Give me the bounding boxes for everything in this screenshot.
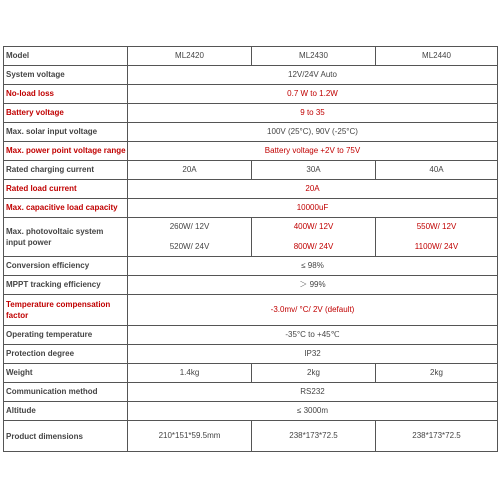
value-max-solar-input: 100V (25°C), 90V (-25°C) <box>128 123 498 142</box>
table-row <box>4 104 498 123</box>
value-dimensions-ml2440: 238*173*72.5 <box>376 421 498 452</box>
row-label-rated-load: Rated load current <box>4 180 128 199</box>
value-temp-comp: -3.0mv/ °C/ 2V (default) <box>128 295 498 326</box>
value-max-pv-ml2430-24v: 800W/ 24V <box>293 242 334 251</box>
table-row <box>4 276 498 295</box>
row-label-protection: Protection degree <box>4 345 128 364</box>
spec-table <box>3 46 498 452</box>
table-row <box>4 199 498 218</box>
model-ml2430: ML2430 <box>252 47 376 66</box>
value-protection: IP32 <box>128 345 498 364</box>
row-label-rated-charging: Rated charging current <box>4 161 128 180</box>
table-row <box>4 66 498 85</box>
value-system-voltage: 12V/24V Auto <box>128 66 498 85</box>
value-max-pv-ml2440-12v: 550W/ 12V <box>416 222 457 231</box>
value-max-pv-ml2430-12v: 400W/ 12V <box>293 222 334 231</box>
value-operating-temp: -35°C to +45℃ <box>128 326 498 345</box>
table-row <box>4 85 498 104</box>
value-dimensions-ml2430: 238*173*72.5 <box>252 421 376 452</box>
row-label-weight: Weight <box>4 364 128 383</box>
table-row <box>4 345 498 364</box>
row-label-no-load-loss: No-load loss <box>4 85 128 104</box>
value-conversion-eff: ≤ 98% <box>128 257 498 276</box>
model-ml2440: ML2440 <box>376 47 498 66</box>
value-max-pv-ml2420-12v: 260W/ 12V <box>169 222 210 231</box>
value-max-pv-ml2420 <box>128 218 252 257</box>
value-weight-ml2440: 2kg <box>376 364 498 383</box>
value-max-pv-ml2440 <box>376 218 498 257</box>
table-row <box>4 180 498 199</box>
row-label-max-solar-input: Max. solar input voltage <box>4 123 128 142</box>
row-label-temp-comp: Temperature compensation factor <box>4 295 128 326</box>
row-label-max-cap-load: Max. capacitive load capacity <box>4 199 128 218</box>
row-label-conversion-eff: Conversion efficiency <box>4 257 128 276</box>
row-label-battery-voltage: Battery voltage <box>4 104 128 123</box>
row-label-mppt-range: Max. power point voltage range <box>4 142 128 161</box>
value-rated-load: 20A <box>128 180 498 199</box>
row-label-system-voltage: System voltage <box>4 66 128 85</box>
row-label-mppt-eff: MPPT tracking efficiency <box>4 276 128 295</box>
row-label-max-pv-power: Max. photovoltaic system input power <box>4 218 128 257</box>
table-row <box>4 218 498 257</box>
value-no-load-loss: 0.7 W to 1.2W <box>128 85 498 104</box>
value-comm: RS232 <box>128 383 498 402</box>
table-row <box>4 295 498 326</box>
model-ml2420: ML2420 <box>128 47 252 66</box>
row-label-comm: Communication method <box>4 383 128 402</box>
value-weight-ml2430: 2kg <box>252 364 376 383</box>
value-rated-charging-ml2430: 30A <box>252 161 376 180</box>
table-row-header <box>4 47 498 66</box>
table-row <box>4 161 498 180</box>
value-max-pv-ml2440-24v: 1100W/ 24V <box>414 242 459 251</box>
value-rated-charging-ml2440: 40A <box>376 161 498 180</box>
table-row <box>4 123 498 142</box>
value-max-pv-ml2430 <box>252 218 376 257</box>
value-dimensions-ml2420: 210*151*59.5mm <box>128 421 252 452</box>
table-row <box>4 421 498 452</box>
table-row <box>4 326 498 345</box>
value-mppt-range: Battery voltage +2V to 75V <box>128 142 498 161</box>
row-label-dimensions: Product dimensions <box>4 421 128 452</box>
table-row <box>4 383 498 402</box>
row-label-altitude: Altitude <box>4 402 128 421</box>
value-altitude: ≤ 3000m <box>128 402 498 421</box>
model-label: Model <box>4 47 128 66</box>
value-battery-voltage: 9 to 35 <box>128 104 498 123</box>
table-row <box>4 364 498 383</box>
table-row <box>4 142 498 161</box>
table-row <box>4 402 498 421</box>
value-mppt-eff: ＞ 99% <box>128 276 498 295</box>
value-max-cap-load: 10000uF <box>128 199 498 218</box>
table-row <box>4 257 498 276</box>
value-rated-charging-ml2420: 20A <box>128 161 252 180</box>
value-weight-ml2420: 1.4kg <box>128 364 252 383</box>
value-max-pv-ml2420-24v: 520W/ 24V <box>169 242 210 251</box>
row-label-operating-temp: Operating temperature <box>4 326 128 345</box>
